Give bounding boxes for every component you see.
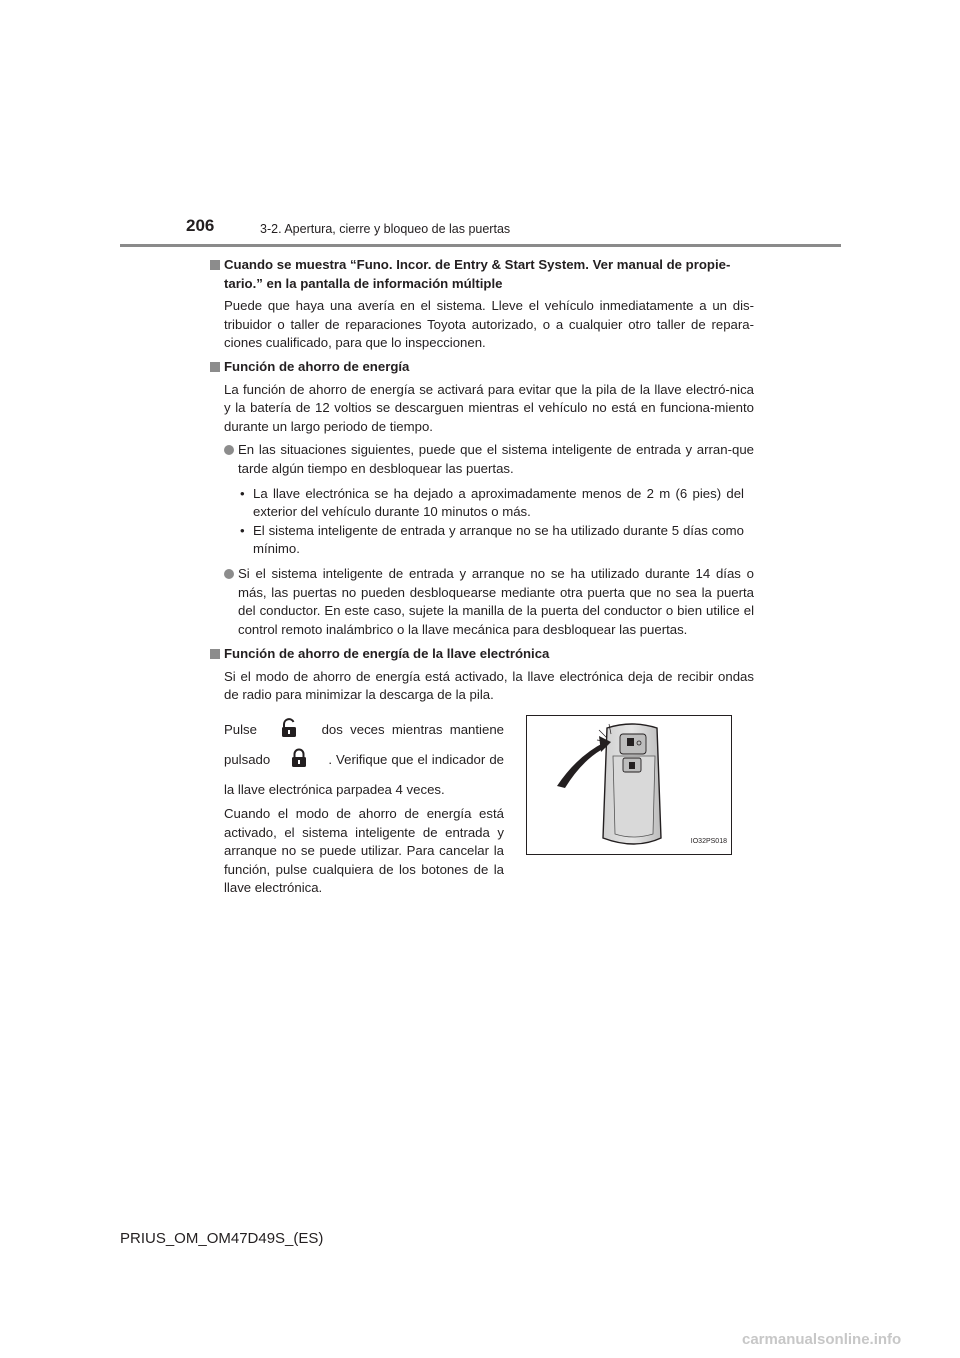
paragraph-system-warning: Puede que haya una avería en el sistema. Lleve el vehículo inmediatamente a un dis-tribuidor o taller de reparaciones Toyota autorizado, o a cualquier otro taller de repara-ciones cualificado, para que lo inspeccionen. (224, 298, 754, 351)
sub-list (210, 485, 754, 559)
unlock-icon (280, 718, 298, 738)
heading-energy-saving: Función de ahorro de energía (210, 358, 754, 377)
header-rule (120, 244, 841, 247)
paragraph-key-energy-saving: Si el modo de ahorro de energía está activado, la llave electrónica deja de recibir ondas de radio para minimizar la descarga de la pila. (224, 668, 754, 703)
instruction-text (224, 715, 504, 904)
footer-doc-code: PRIUS_OM_OM47D49S_(ES) (120, 1230, 324, 1247)
lock-icon (290, 748, 308, 768)
section-title: 3-2. Apertura, cierre y bloqueo de las puertas (260, 222, 511, 236)
instruction-note: Cuando el modo de ahorro de energía está activado, el sistema inteligente de entrada y arranque no se puede utilizar. Para cancelar la función, pulse cualquiera de los botones de la llave electrónica. (224, 806, 504, 896)
heading-system-warning: Cuando se muestra “Funo. Incor. de Entry & Start System. Ver manual de propie-tario.” en la pantalla de información múltiple (210, 256, 754, 293)
sub-list-item: • La llave electrónica se ha dejado a aproximadamente menos de 2 m (6 pies) del exterior del vehículo durante 10 minutos o más. (210, 485, 754, 522)
list-item: Si el sistema inteligente de entrada y arranque no se ha utilizado durante 14 días o más, las puertas no pueden desbloquearse mediante otra puerta que no sea la puerta del conductor. En este caso, sujete la manilla de la puerta del conductor o bien utilice el control remoto inalámbrico o la llave mecánica para desbloquear las puertas. (210, 565, 754, 639)
paragraph-energy-saving: La función de ahorro de energía se activará para evitar que la pila de la llave electró-nica y la batería de 12 voltios se descarguen mientras el vehículo no está en funciona-miento durante un largo periodo de tiempo. (224, 381, 754, 434)
page-content (210, 256, 754, 896)
smart-key-illustration (526, 715, 732, 855)
sub-list-item: • El sistema inteligente de entrada y arranque no se ha utilizado durante 5 días como mínimo. (210, 522, 754, 559)
instruction-part3: . Verifique que el indicador de la llave electrónica parpadea 4 veces. (224, 752, 505, 798)
instruction-part2: dos veces mientras mantiene pulsado (224, 722, 504, 768)
instruction-block (210, 715, 754, 896)
page-number: 206 (186, 216, 215, 235)
instruction-part1: Pulse (224, 722, 257, 738)
watermark: carmanualsonline.info (742, 1331, 902, 1348)
list-item: En las situaciones siguientes, puede que el sistema inteligente de entrada y arran-que tarde algún tiempo en desbloquear las puertas. (210, 441, 754, 478)
illustration-code: IO32PS018 (690, 838, 727, 846)
heading-key-energy-saving: Función de ahorro de energía de la llave electrónica (210, 645, 754, 664)
